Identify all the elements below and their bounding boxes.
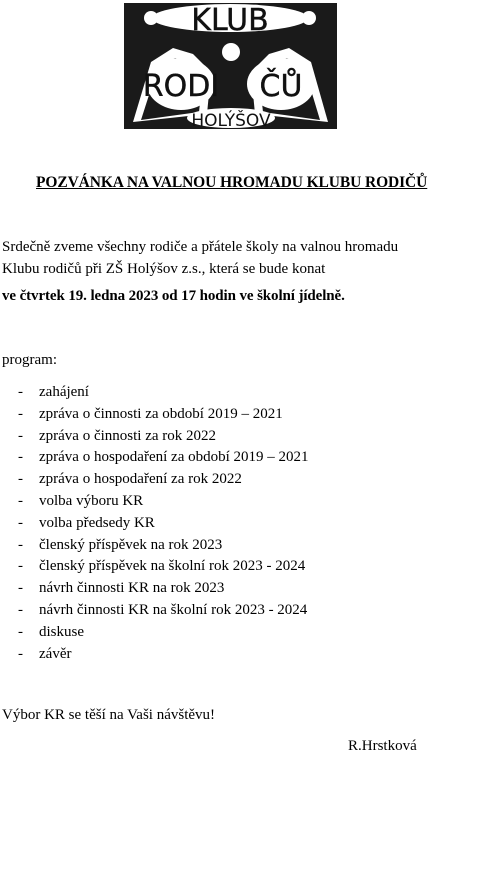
program-item: - zpráva o hospodaření za rok 2022	[18, 471, 242, 488]
logo-word-rodi: RODI	[142, 69, 220, 104]
program-item: - zahájení	[18, 384, 89, 400]
meeting-date-time: ve čtvrtek 19. ledna 2023 od 17 hodin ve školní jídelně.	[2, 288, 345, 304]
logo-word-klub: KLUB	[191, 3, 269, 38]
program-item: - zpráva o činnosti za rok 2022	[18, 427, 217, 444]
program-item: - členský příspěvek na školní rok 2023 - 2024	[18, 558, 306, 575]
program-item: - členský příspěvek na rok 2023	[18, 536, 223, 553]
program-item: - návrh činnosti KR na školní rok 2023 - 2024	[18, 601, 308, 618]
logo-word-holysov: HOLÝŠOV	[191, 111, 271, 130]
klub-rodicu-logo	[123, 2, 338, 130]
program-label: program:	[2, 352, 57, 368]
program-item: - závěr	[18, 645, 72, 662]
program-item: - volba předsedy KR	[18, 514, 155, 531]
program-item: - diskuse	[18, 623, 84, 640]
signature: R.Hrstková	[348, 738, 417, 754]
invitation-intro	[2, 236, 492, 280]
logo-word-cu: ČŮ	[259, 69, 303, 104]
program-item: - zpráva o činnosti za období 2019 – 2021	[18, 405, 283, 422]
intro-line-2: Klubu rodičů při ZŠ Holýšov z.s., která se bude konat	[2, 261, 326, 277]
program-item: - zpráva o hospodaření za období 2019 – 2021	[18, 449, 309, 466]
program-item: - volba výboru KR	[18, 492, 144, 509]
invitation-title: POZVÁNKA NA VALNOU HROMADU KLUBU RODIČŮ	[36, 174, 428, 191]
intro-line-1: Srdečně zveme všechny rodiče a přátele školy na valnou hromadu	[2, 239, 399, 255]
program-list	[18, 382, 309, 665]
program-item: - návrh činnosti KR na rok 2023	[18, 580, 225, 597]
closing-line: Výbor KR se těší na Vaši návštěvu!	[2, 707, 216, 723]
